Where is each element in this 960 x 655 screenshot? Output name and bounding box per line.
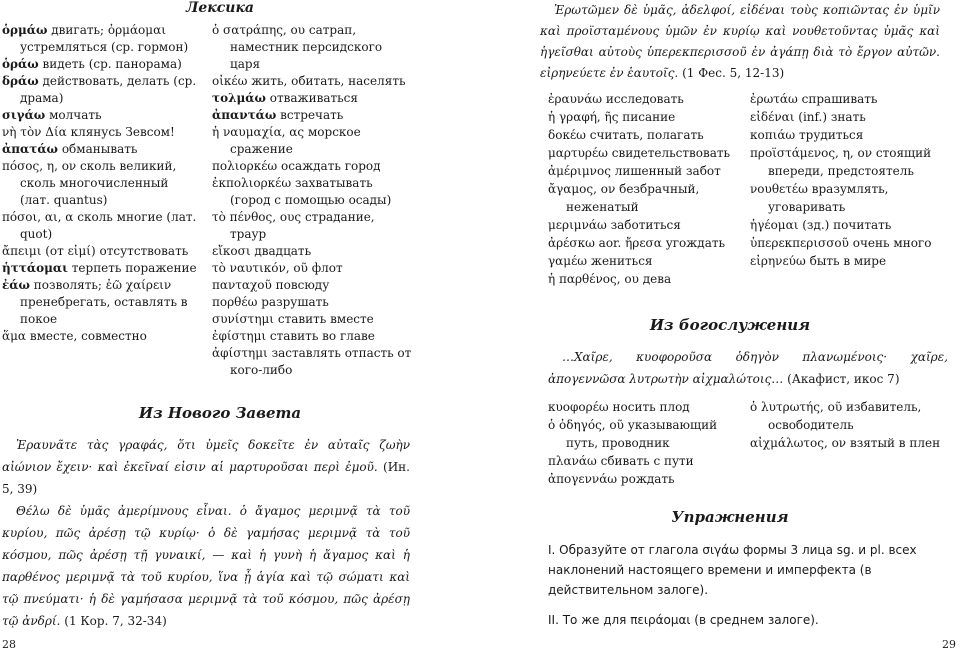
exercise-item: II. То же для πειράομαι (в среднем залоге).: [548, 613, 819, 627]
lexicon-entry: [2, 107, 198, 124]
lexicon-entry: [212, 158, 412, 175]
lexicon-word: ἀφίστημι: [212, 346, 268, 360]
quote-vocab-meaning: вразумлять, уговаривать: [768, 182, 889, 214]
lexicon-meaning: позволять; ἐῶ χαίρειν пренебрегать, оставлять в покое: [20, 278, 188, 326]
quote-john-text: Ἐραυνᾶτε τὰς γραφάς, ὅτι ὑμεῖς δοκεῖτε ἐν αὐταῖς ζωὴν αἰώνιον ἔχειν· καὶ ἐκεῖναί εἰσιν αἱ μαρτυροῦσαι περὶ ἐμοῦ.: [2, 438, 410, 474]
lexicon-entry: [212, 90, 412, 107]
lexicon-meaning: заставлять отпасть от кого-либо: [230, 346, 412, 377]
lexicon-meaning: вместе, совместно: [29, 329, 147, 343]
lexicon-word: ἅμα: [2, 329, 27, 343]
liturgy-vocab-entry: [750, 398, 950, 434]
page-number-left: 28: [2, 638, 16, 651]
lexicon-meaning: двигать; ὁρμάομαι устремляться (ср. гормон): [20, 23, 189, 54]
lexicon-word: δράω: [2, 74, 39, 88]
liturgy-vocab-column-2: [750, 398, 950, 452]
quote-vocab-word: μαρτυρέω: [548, 146, 608, 160]
quote-vocab-entry: [548, 180, 744, 216]
lexicon-meaning: страдание, траур: [230, 210, 375, 241]
lexicon-word: οἰκέω: [212, 74, 248, 88]
quote-vocab-entry: [750, 90, 950, 108]
lexicon-entry: [2, 277, 198, 328]
quote-vocab-word: ὑπερεκπερισσοῦ: [750, 236, 849, 250]
lexicon-word: σιγάω: [2, 108, 46, 122]
lexicon-word: ὁ σατράπης, ου: [212, 23, 306, 37]
lexicon-meaning: действовать, делать (ср. драма): [20, 74, 197, 105]
exercises-list: [548, 540, 948, 640]
quote-corinthians-text: Θέλω δὲ ὑμᾶς ἀμερίμνους εἶναι. ὁ ἄγαμος μεριμνᾷ τὰ τοῦ κυρίου, πῶς ἀρέσῃ τῷ κυρίῳ· ὁ δὲ γαμήσας μεριμνᾷ τὰ τοῦ κόσμου, πῶς ἀρέσῃ τῇ γυναικί, — καὶ ἡ γυνὴ ἡ ἄγαμος καὶ ἡ παρθένος μεριμνᾷ τὰ τοῦ κυρίου, ἵνα ᾖ ἁγία καὶ τῷ σώματι καὶ τῷ πνεύματι· ἡ δὲ γαμήσασα μεριμνᾷ τὰ τοῦ κόσμου, πῶς ἀρέσῃ τῷ ἀνδρί.: [2, 504, 410, 628]
lexicon-meaning: осаждать город: [281, 159, 381, 173]
page-number-right: 29: [942, 638, 956, 651]
lexicon-meaning: морское сражение: [230, 125, 361, 156]
lexicon-meaning: жить, обитать, населять: [251, 74, 406, 88]
lexicon-word: πανταχοῦ: [212, 278, 272, 292]
lexicon-entry: [2, 260, 198, 277]
lexicon-title: Лексика: [185, 0, 254, 16]
liturgy-vocab-meaning: носить плод: [612, 400, 690, 414]
quote-corinthians: [2, 500, 410, 632]
lexicon-entry: [212, 260, 412, 277]
quote-vocab-entry: [750, 234, 950, 252]
lexicon-word: πόσοι, αι, α: [2, 210, 74, 224]
vocab-column-1: [2, 22, 198, 345]
lexicon-meaning: обманывать: [61, 142, 138, 156]
lexicon-entry: [212, 107, 412, 124]
lexicon-meaning: сатрап, наместник персидского царя: [230, 23, 383, 71]
quote-vocab-word: δοκέω: [548, 128, 586, 142]
lexicon-entry: [212, 124, 412, 158]
lexicon-entry: [212, 22, 412, 73]
lexicon-word: εἴκοσι: [212, 244, 251, 258]
liturgy-vocab-word: ὁ ὁδηγός, οῦ: [548, 418, 624, 432]
quote-vocab-meaning: заботиться: [610, 218, 681, 232]
lexicon-meaning: захватывать (город с помощью осады): [230, 176, 392, 207]
liturgy-vocab-entry: [548, 398, 744, 416]
lexicon-meaning: встречать: [280, 108, 344, 122]
quote-vocab-word: ἡγέομαι (зд.): [750, 218, 830, 232]
quote-vocab-meaning: свидетельствовать: [611, 146, 731, 160]
quote-vocab-entry: [548, 144, 744, 162]
liturgy-vocab-meaning: сбивать с пути: [600, 454, 694, 468]
exercises-title: Упражнения: [671, 508, 789, 526]
lexicon-entry: [212, 277, 412, 294]
liturgy-vocab-meaning: избавитель, освободитель: [768, 400, 922, 432]
thessalonians-ref: (1 Фес. 5, 12-13): [682, 66, 785, 80]
quote-vocab-meaning: писание: [622, 110, 676, 124]
lexicon-word: νὴ τὸν Δία: [2, 125, 67, 139]
quote-vocab-entry: [548, 270, 744, 288]
liturgy-vocab-entry: [548, 470, 744, 488]
quote-john: [2, 434, 410, 500]
lexicon-word: ἄπειμι (от εἰμί): [2, 244, 96, 258]
quote-john-ref: (Ин. 5, 39): [2, 460, 410, 496]
lexicon-entry: [212, 328, 412, 345]
quote-corinthians-ref: (1 Кор. 7, 32-34): [64, 614, 167, 628]
quote-vocab-meaning: лишенный забот: [614, 164, 721, 178]
quote-vocab-entry: [548, 234, 744, 252]
liturgy-quote-text: …Χαῖρε, κυοφοροῦσα ὁδηγὸν πλανωμένοις· χαῖρε, ἀπογεννῶσα λυτρωτὴν αἰχμαλώτοις…: [548, 350, 948, 386]
lexicon-entry: [2, 56, 198, 73]
lexicon-word: ἡ ναυμαχία, ας: [212, 125, 305, 139]
quote-vocab-word: ἀρέσκω aor. ἤρεσα: [548, 236, 662, 250]
lexicon-meaning: отсутствовать: [99, 244, 189, 258]
lexicon-word: πορθέω: [212, 295, 258, 309]
lexicon-entry: [2, 73, 198, 107]
quote-vocab-meaning: трудиться: [799, 128, 864, 142]
quote-vocab-entry: [750, 216, 950, 234]
lexicon-word: ἀπαντάω: [212, 108, 277, 122]
liturgy-vocab-entry: [548, 452, 744, 470]
exercise-item: I. Образуйте от глагола σιγάω формы 3 лица sg. и pl. всех наклонений настоящего времени и имперфекта (в действительном залоге).: [548, 543, 917, 597]
quote-vocab-meaning: знать: [830, 110, 866, 124]
quote-vocab-meaning: быть в мире: [809, 254, 887, 268]
lexicon-word: ὁρμάω: [2, 23, 48, 37]
lexicon-meaning: сколь многие (лат. quot): [20, 210, 197, 241]
quote-vocab-entry: [750, 144, 950, 180]
vocab-column-2: [212, 22, 412, 379]
quote-vocab-meaning: жениться: [590, 254, 653, 268]
lexicon-word: ὁράω: [2, 57, 39, 71]
quote-vocab-word: νουθετέω: [750, 182, 808, 196]
quote-vocab-word: ἡ γραφή, ῆς: [548, 110, 619, 124]
lexicon-entry: [212, 209, 412, 243]
quote-vocab-entry: [548, 90, 744, 108]
lexicon-entry: [2, 22, 198, 56]
lexicon-word: τολμάω: [212, 91, 266, 105]
quote-vocab-word: εἰδέναι (inf.): [750, 110, 828, 124]
quote-vocab-meaning: стоящий впереди, предстоятель: [768, 146, 932, 178]
quote-vocab-entry: [750, 126, 950, 144]
liturgy-title: Из богослужения: [649, 316, 811, 334]
lexicon-word: ἐάω: [2, 278, 30, 292]
lexicon-word: συνίστημι: [212, 312, 275, 326]
lexicon-meaning: молчать: [49, 108, 102, 122]
quote-vocab-word: προϊστάμενος, η, ον: [750, 146, 873, 160]
liturgy-vocab-word: ἀπογεννάω: [548, 472, 618, 486]
lexicon-meaning: двадцать: [254, 244, 312, 258]
liturgy-vocab-meaning: рождать: [620, 472, 675, 486]
quote-vocab-word: ἀμέριμνος: [548, 164, 611, 178]
liturgy-vocab-entry: [548, 416, 744, 452]
liturgy-quote-ref: (Акафист, икос 7): [787, 372, 900, 386]
liturgy-vocab-word: πλανάω: [548, 454, 597, 468]
quote-vocab-word: ἡ παρθένος, ου: [548, 272, 639, 286]
lexicon-meaning: флот: [311, 261, 343, 275]
quote-vocab-entry: [750, 108, 950, 126]
lexicon-entry: [212, 73, 412, 90]
quote-vocab-word: μεριμνάω: [548, 218, 607, 232]
quote-vocab-meaning: дева: [642, 272, 672, 286]
liturgy-vocab-meaning: указывающий путь, проводник: [566, 418, 718, 450]
quote-vocab-entry: [750, 180, 950, 216]
quote-vocab-word: γαμέω: [548, 254, 588, 268]
quote-vocab-entry: [548, 108, 744, 126]
lexicon-word: ἀπατάω: [2, 142, 58, 156]
lexicon-meaning: ставить во главе: [269, 329, 375, 343]
quote-vocab-meaning: исследовать: [605, 92, 684, 106]
lexicon-entry: [2, 124, 198, 141]
lexicon-meaning: ставить вместе: [277, 312, 374, 326]
quote-vocab-entry: [750, 252, 950, 270]
lexicon-entry: [2, 328, 198, 345]
lexicon-entry: [2, 158, 198, 209]
right-page: [480, 0, 960, 655]
lexicon-word: ἡττάομαι: [2, 261, 68, 275]
quote-vocab-entry: [548, 216, 744, 234]
quote-vocab-meaning: спрашивать: [801, 92, 878, 106]
lexicon-word: πολιορκέω: [212, 159, 278, 173]
quote-vocab-word: ἐρωτάω: [750, 92, 798, 106]
lexicon-meaning: разрушать: [261, 295, 329, 309]
lexicon-word: τὸ πένθος, ους: [212, 210, 302, 224]
lexicon-meaning: видеть (ср. панорама): [42, 57, 182, 71]
new-testament-quotes: [2, 434, 410, 632]
lexicon-meaning: сколь великий, сколь многочисленный (лат. quantus): [20, 159, 177, 207]
lexicon-word: ἐκπολιορκέω: [212, 176, 292, 190]
vocab-right-column-1: [548, 90, 744, 288]
lexicon-word: πόσος, η, ον: [2, 159, 77, 173]
liturgy-vocab-word: ὁ λυτρωτής, οῦ: [750, 400, 843, 414]
quote-vocab-meaning: считать, полагать: [589, 128, 704, 142]
lexicon-entry: [212, 243, 412, 260]
liturgy-quote: [548, 346, 948, 390]
quote-vocab-entry: [548, 126, 744, 144]
quote-vocab-meaning: безбрачный, неженатый: [566, 182, 700, 214]
lexicon-meaning: повсюду: [275, 278, 330, 292]
lexicon-entry: [212, 175, 412, 209]
thessalonians-quote: [540, 0, 940, 84]
lexicon-meaning: терпеть поражение: [71, 261, 197, 275]
lexicon-meaning: отваживаться: [269, 91, 358, 105]
liturgy-vocab-meaning: взятый в плен: [849, 436, 941, 450]
lexicon-entry: [212, 345, 412, 379]
quote-vocab-word: κοπιάω: [750, 128, 796, 142]
liturgy-vocab-word: αἰχμάλωτος, ον: [750, 436, 847, 450]
thessalonians-text: Ἐρωτῶμεν δὲ ὑμᾶς, ἀδελφοί, εἰδέναι τοὺς κοπιῶντας ἐν ὑμῖν καὶ προϊσταμένους ὑμῶν ἐν κυρίῳ καὶ νουθετοῦντας ὑμᾶς καὶ ἡγεῖσθαι αὐτοὺς ὑπερεκπερισσοῦ ἐν ἀγάπῃ διὰ τὸ ἔργον αὐτῶν. εἰρηνεύετε ἐν ἑαυτοῖς.: [540, 3, 940, 80]
quote-vocab-meaning: очень много: [852, 236, 932, 250]
liturgy-vocab-word: κυοφορέω: [548, 400, 609, 414]
quote-vocab-meaning: почитать: [833, 218, 892, 232]
quote-vocab-word: ἄγαμος, ον: [548, 182, 616, 196]
lexicon-entry: [212, 311, 412, 328]
liturgy-vocab-column-1: [548, 398, 744, 488]
liturgy-vocab-entry: [750, 434, 950, 452]
lexicon-word: τὸ ναυτικόν, οῦ: [212, 261, 308, 275]
quote-vocab-word: ἐραυνάω: [548, 92, 603, 106]
vocab-right-column-2: [750, 90, 950, 270]
lexicon-meaning: клянусь Зевсом!: [70, 125, 175, 139]
quote-vocab-meaning: угождать: [665, 236, 726, 250]
lexicon-entry: [2, 141, 198, 158]
lexicon-word: ἐφίστημι: [212, 329, 267, 343]
quote-vocab-entry: [548, 162, 744, 180]
quote-vocab-entry: [548, 252, 744, 270]
lexicon-entry: [2, 209, 198, 243]
lexicon-entry: [2, 243, 198, 260]
new-testament-title: Из Нового Завета: [138, 404, 302, 422]
lexicon-entry: [212, 294, 412, 311]
quote-vocab-word: εἰρηνεύω: [750, 254, 806, 268]
